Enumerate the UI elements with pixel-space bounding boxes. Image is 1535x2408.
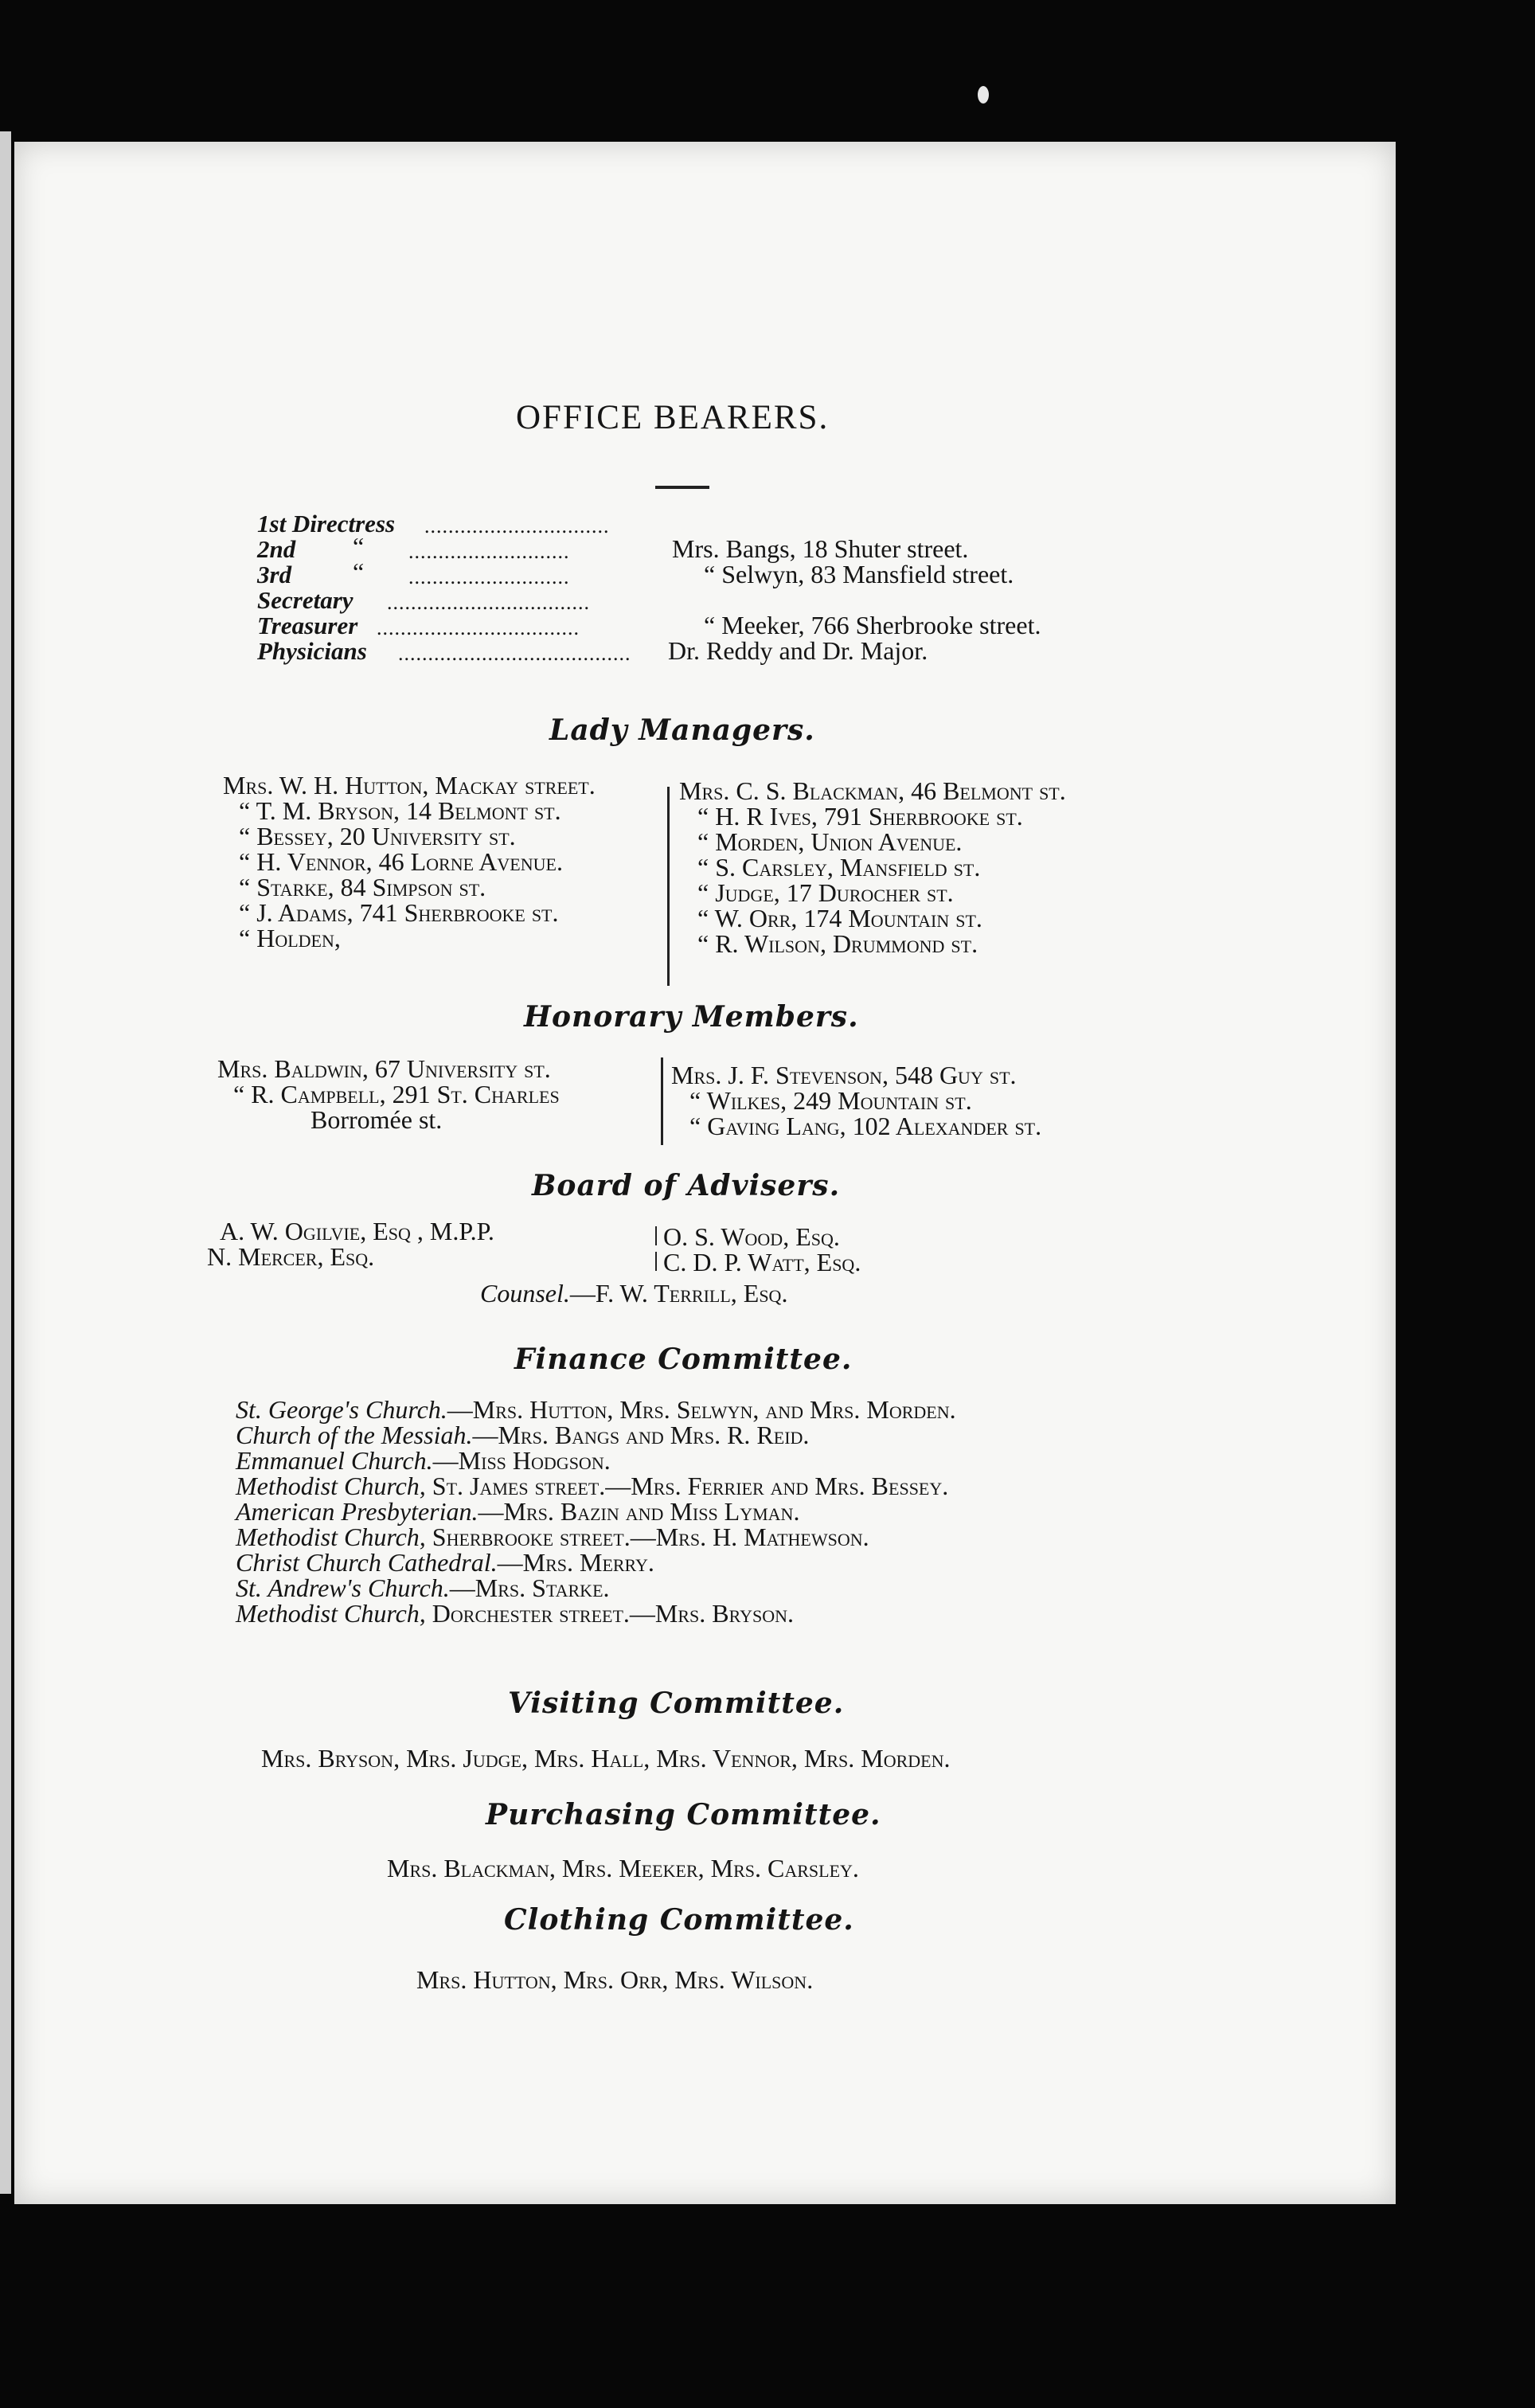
officer-label: 1st Directress <box>257 510 396 538</box>
officer-label: Physicians <box>257 637 367 665</box>
counsel-label: Counsel. <box>480 1279 570 1308</box>
lady-manager-entry: Mrs. W. H. Hutton, Mackay street. <box>223 771 596 799</box>
finance-line <box>236 1599 794 1628</box>
lady-manager-entry: Mrs. C. S. Blackman, 46 Belmont st. <box>679 776 1066 805</box>
church-name: Methodist Church, <box>236 1599 426 1628</box>
lady-manager-entry: “ Holden, <box>239 924 341 952</box>
purchasing-committee-members: Mrs. Blackman, Mrs. Meeker, Mrs. Carsley. <box>387 1854 859 1882</box>
members: St. James street.—Mrs. Ferrier and Mrs. Bessey. <box>425 1472 949 1500</box>
honorary-member-entry: Mrs. J. F. Stevenson, 548 Guy st. <box>671 1061 1017 1089</box>
clothing-committee-members: Mrs. Hutton, Mrs. Orr, Mrs. Wilson. <box>416 1965 814 1994</box>
members: —Mrs. Hutton, Mrs. Selwyn, and Mrs. Morden. <box>447 1395 956 1424</box>
honorary-member-entry: Borromée st. <box>311 1105 443 1134</box>
adviser-entry: N. Mercer, Esq. <box>207 1242 375 1271</box>
lady-manager-entry: “ Judge, 17 Durocher st. <box>697 878 954 907</box>
section-heading-honorary-members: Honorary Members. <box>524 1000 859 1034</box>
column-divider <box>655 1226 657 1245</box>
church-name: Methodist Church, <box>236 1472 426 1500</box>
officer-label: Secretary <box>257 586 353 614</box>
lady-manager-entry: “ Bessey, 20 University st. <box>239 822 516 850</box>
honorary-member-entry: “ Gaving Lang, 102 Alexander st. <box>689 1112 1042 1140</box>
lady-manager-entry: “ S. Carsley, Mansfield st. <box>697 853 981 882</box>
adviser-entry: O. S. Wood, Esq. <box>663 1222 840 1251</box>
counsel-line <box>480 1279 787 1308</box>
section-heading-lady-managers: Lady Managers. <box>549 713 815 747</box>
members: —Mrs. Bazin and Miss Lyman. <box>478 1497 800 1526</box>
column-divider <box>655 1252 657 1271</box>
officer-value: Mrs. Bangs, 18 Shuter street. <box>672 534 969 563</box>
officer-value: Dr. Reddy and Dr. Major. <box>668 636 928 665</box>
lady-manager-entry: “ T. M. Bryson, 14 Belmont st. <box>239 796 561 825</box>
officer-dots: ............................... <box>424 514 610 538</box>
members: —Mrs. Bangs and Mrs. R. Reid. <box>472 1421 810 1449</box>
members: Sherbrooke street.—Mrs. H. Mathewson. <box>425 1523 869 1551</box>
section-heading-finance-committee: Finance Committee. <box>514 1343 853 1376</box>
members: —Mrs. Starke. <box>449 1573 610 1602</box>
section-heading-board-of-advisers: Board of Advisers. <box>532 1169 841 1202</box>
officer-value: “ Meeker, 766 Sherbrooke street. <box>704 611 1041 639</box>
adviser-entry: A. W. Ogilvie, Esq , M.P.P. <box>220 1217 494 1245</box>
lady-manager-entry: “ Morden, Union Avenue. <box>697 827 963 856</box>
lady-manager-entry: “ J. Adams, 741 Sherbrooke st. <box>239 898 559 927</box>
church-name: Church of the Messiah. <box>236 1421 473 1449</box>
honorary-member-entry: “ Wilkes, 249 Mountain st. <box>689 1086 972 1115</box>
officer-dots: ........................... <box>408 540 570 563</box>
church-name: St. Andrew's Church. <box>236 1573 450 1602</box>
church-name: Christ Church Cathedral. <box>236 1548 498 1577</box>
officer-dots: ........................... <box>408 565 570 588</box>
members: Dorchester street.—Mrs. Bryson. <box>425 1599 794 1628</box>
lady-manager-entry: “ Starke, 84 Simpson st. <box>239 873 486 901</box>
lady-manager-entry: “ R. Wilson, Drummond st. <box>697 929 978 958</box>
officer-label: 3rd <box>257 561 292 588</box>
officer-value: “ Selwyn, 83 Mansfield street. <box>704 560 1014 588</box>
members: —Miss Hodgson. <box>432 1446 611 1475</box>
visiting-committee-members: Mrs. Bryson, Mrs. Judge, Mrs. Hall, Mrs. Vennor, Mrs. Morden. <box>261 1744 951 1773</box>
column-divider <box>667 787 670 986</box>
church-name: Methodist Church, <box>236 1523 426 1551</box>
counsel-value: —F. W. Terrill, Esq. <box>569 1279 788 1308</box>
lady-manager-entry: “ W. Orr, 174 Mountain st. <box>697 904 982 932</box>
section-heading-visiting-committee: Visiting Committee. <box>508 1687 845 1720</box>
document-page <box>14 142 1396 2204</box>
honorary-member-entry: Mrs. Baldwin, 67 University st. <box>217 1054 551 1083</box>
officer-dots: ....................................... <box>398 642 631 665</box>
church-name: American Presbyterian. <box>236 1497 478 1526</box>
section-heading-purchasing-committee: Purchasing Committee. <box>486 1798 881 1831</box>
lady-manager-entry: “ H. R Ives, 791 Sherbrooke st. <box>697 802 1023 831</box>
officer-label: 2nd <box>257 535 296 563</box>
title-rule <box>655 486 709 489</box>
officer-label: Treasurer <box>257 612 358 639</box>
column-divider <box>661 1057 663 1145</box>
page-title: OFFICE BEARERS. <box>516 399 830 436</box>
adjacent-page-edge <box>0 131 11 2194</box>
lady-manager-entry: “ H. Vennor, 46 Lorne Avenue. <box>239 847 563 876</box>
adviser-entry: C. D. P. Watt, Esq. <box>663 1248 861 1276</box>
church-name: St. George's Church. <box>236 1395 447 1424</box>
section-heading-clothing-committee: Clothing Committee. <box>504 1903 854 1937</box>
honorary-member-entry: “ R. Campbell, 291 St. Charles <box>233 1080 560 1108</box>
officer-dots: .................................. <box>377 616 580 639</box>
church-name: Emmanuel Church. <box>236 1446 433 1475</box>
ditto-mark: “ <box>353 557 365 586</box>
ditto-mark: “ <box>353 532 365 561</box>
members: —Mrs. Merry. <box>497 1548 654 1577</box>
officer-dots: .................................. <box>387 591 590 614</box>
